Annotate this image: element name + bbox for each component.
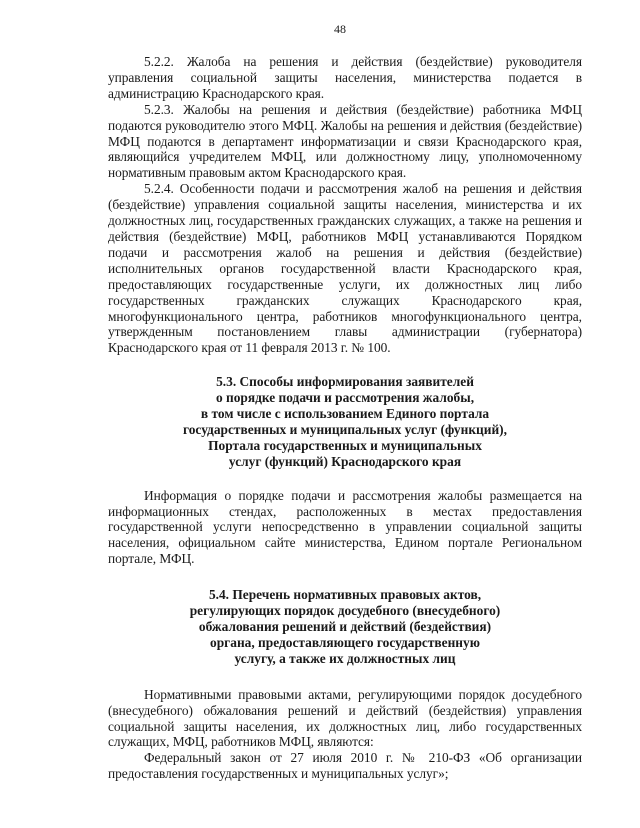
heading-line: в том числе с использованием Единого портала xyxy=(200,406,490,422)
paragraph-5-2-2: 5.2.2. Жалоба на решения и действия (бездействие) руководителя управления социальной защиты населения, министерства подается в администрацию Краснодарского края. xyxy=(108,54,582,101)
heading-line: о порядке подачи и рассмотрения жалобы, xyxy=(215,390,475,406)
heading-line: органа, предоставляющего государственную xyxy=(210,634,480,650)
document-page xyxy=(108,22,582,782)
section-heading-5-3 xyxy=(108,374,582,469)
paragraph-5-3: Информация о порядке подачи и рассмотрения жалобы размещается на информационных стендах, расположенных в местах предоставления государственной услуги непосредственно в управлении социальной защиты населения, официальном сайте министерства, Едином портале Региональном портале, МФЦ. xyxy=(108,487,582,567)
heading-line: услугу, а также их должностных лиц xyxy=(234,650,456,666)
paragraph-5-4-law: Федеральный закон от 27 июля 2010 г. № 210-ФЗ «Об организации предоставления государственных и муниципальных услуг»; xyxy=(108,750,582,782)
heading-line: регулирующих порядок досудебного (внесудебного) xyxy=(189,603,501,619)
page-number: 48 xyxy=(334,22,346,36)
heading-line: обжалования решений и действий (бездействия) xyxy=(198,619,492,634)
heading-line: 5.4. Перечень нормативных правовых актов, xyxy=(208,587,482,603)
paragraph-5-4-intro: Нормативными правовыми актами, регулирующими порядок досудебного (внесудебного) обжалования решений и действий (бездействия) управления социальной защиты населения, их должностных лиц, либо государственных служащих, МФЦ, работников МФЦ, являются: xyxy=(108,686,582,750)
section-heading-5-4 xyxy=(108,587,582,667)
paragraph-5-2-3: 5.2.3. Жалобы на решения и действия (бездействие) работника МФЦ подаются руководителю этого МФЦ. Жалобы на решения и действия (бездействие) МФЦ подаются в департамент информатизации и связи Краснодарского края, являющийся учредителем МФЦ, или должностному лицу, уполномоченному нормативным правовым актом Краснодарского края. xyxy=(108,101,582,181)
heading-line: государственных и муниципальных услуг (функций), xyxy=(182,421,507,437)
paragraph-5-2-4: 5.2.4. Особенности подачи и рассмотрения жалоб на решения и действия (бездействие) управления социальной защиты населения, министерства и их должностных лиц, государственных гражданских служащих, а также на решения и действия (бездействие) МФЦ, работников МФЦ устанавливаются Порядком подачи и рассмотрения жалоб на решения и действия (бездействие) исполнительных органов государственной власти Краснодарского края, предоставляющих государственные услуги, их должностных лиц либо государственных гражданских служащих Краснодарского края, многофункционального центра, работников многофункционального центра, утвержденным постановлением главы администрации (губернатора) Краснодарского края от 11 февраля 2013 г. № 100. xyxy=(108,181,582,356)
heading-line: 5.3. Способы информирования заявителей xyxy=(216,374,474,390)
heading-line: услуг (функций) Краснодарского края xyxy=(228,453,462,469)
heading-line: Портала государственных и муниципальных xyxy=(208,437,482,453)
